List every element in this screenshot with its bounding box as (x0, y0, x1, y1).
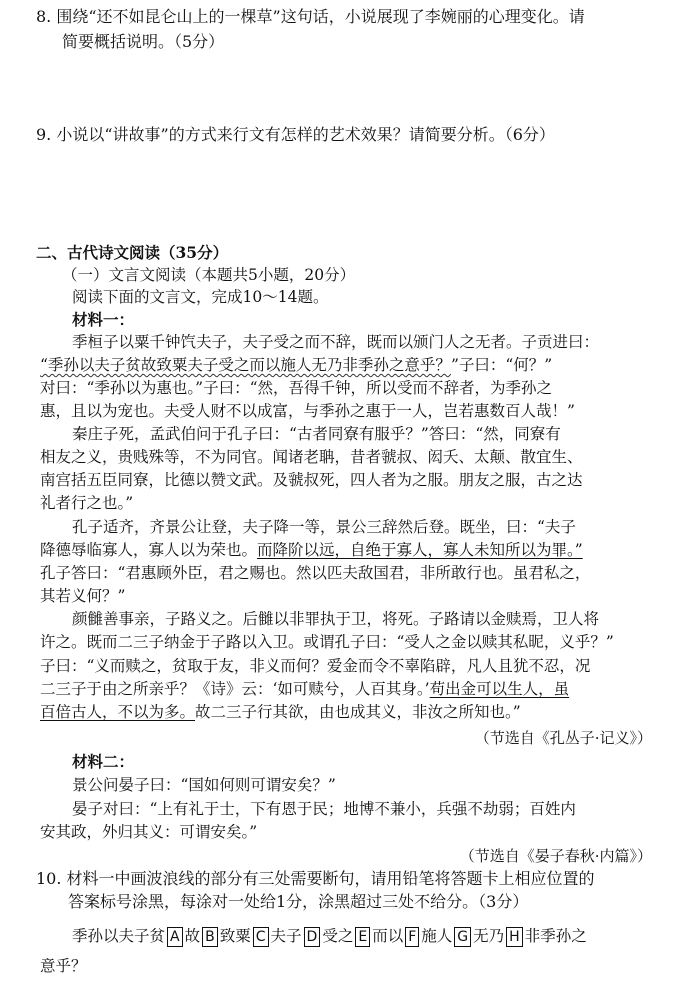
source-citation-2: （节选自《晏子春秋·内篇》） (459, 847, 652, 865)
option-box-f[interactable]: F (405, 927, 419, 947)
m2-line-2: 晏子对曰：“上有礼于士，下有恩于民；地博不兼小，兵强不劫弱；百姓内 (72, 800, 576, 818)
option-box-g[interactable]: G (454, 927, 471, 947)
wavy-underlined-passage: “季孙以夫子贫故致粟夫子受之而以施人无乃非季孙之意乎？ (40, 356, 451, 374)
segment-2: 致粟 (219, 927, 251, 945)
m2-line-3: 安其政，外归其义：可谓安矣。” (40, 823, 258, 841)
material-1-label: 材料一： (72, 310, 135, 329)
p1-line-2-rest: ”子曰：“何？” (450, 356, 553, 374)
option-box-a[interactable]: A (167, 927, 183, 947)
segment-8: 非季孙之 (524, 927, 587, 945)
p3-line-1: 孔子适齐，齐景公让登，夫子降一等，景公三辞然后登。既坐，曰：“夫子 (72, 518, 576, 536)
source-citation-1: （节选自《孔丛子·记义》） (474, 729, 652, 747)
segment-4: 受之 (322, 927, 354, 945)
p4-line-4-start: 二三子于由之所亲乎？《诗》云：‘如可赎兮，人百其身。’ (40, 680, 430, 698)
question-10-line-1: 10. 材料一中画波浪线的部分有三处需要断句，请用铅笔将答题卡上相应位置的 (36, 869, 595, 888)
p1-line-3: 对曰：“季孙以为惠也。”子曰：“然，吾得千钟，所以受而不辞者，为季孙之 (40, 379, 553, 397)
option-box-e[interactable]: E (355, 927, 370, 947)
p3-line-2-start: 降德辱临寡人，寡人以为荣也。 (40, 541, 258, 559)
m2-line-1: 景公问晏子曰：“国如何则可谓安矣？” (72, 776, 336, 794)
answer-row-tail: 意乎？ (40, 957, 87, 975)
p4-line-1: 颜雠善事亲，子路义之。后雠以非罪执于卫，将死。子路请以金赎焉，卫人将 (72, 610, 600, 628)
p2-line-3: 南宫括五臣同寮，比德以赞文武。及虢叔死，四人者为之服。朋友之服，古之达 (40, 471, 583, 489)
p1-line-2 (40, 354, 552, 376)
underlined-sentence-2b: 百倍古人，不以为多。 (40, 703, 196, 721)
option-box-h[interactable]: H (506, 927, 523, 947)
segment-7: 无乃 (473, 927, 505, 945)
p2-line-1: 秦庄子死，孟武伯问于孔子曰：“古者同寮有服乎？”答曰：“然，同寮有 (72, 425, 561, 443)
option-box-b[interactable]: B (202, 927, 218, 947)
material-2-label: 材料二： (72, 752, 135, 771)
p4-line-2: 许之。既而二三子纳金于子路以入卫。或谓孔子曰：“受人之金以赎其私昵，义乎？” (40, 633, 614, 651)
question-8-line-1: 8. 围绕“还不如昆仑山上的一棵草”这句话，小说展现了李婉丽的心理变化。请 (36, 7, 585, 26)
p4-line-5-rest: 故二三子行其欲，由也成其义，非汝之所知也。” (195, 703, 521, 721)
p1-line-4: 惠，且以为宠也。夫受人财不以成富，与季孙之惠于一人，岂若惠数百人哉！” (40, 402, 575, 420)
segment-3: 夫子 (270, 927, 302, 945)
answer-option-row (72, 925, 587, 947)
segment-6: 施人 (421, 927, 453, 945)
question-10-line-2: 答案标号涂黑，每涂对一处给1分，涂黑超过三处不给分。（3分） (68, 892, 529, 911)
option-box-c[interactable]: C (253, 927, 269, 947)
p4-line-5 (40, 701, 521, 723)
p4-line-3: 子曰：“义而赎之，贫取于友，非义而何？爱金而令不辜陷辟，凡人且犹不忍，况 (40, 657, 591, 675)
p2-line-4: 礼者行之也。” (40, 494, 134, 512)
question-8-line-2: 简要概括说明。（5分） (62, 32, 225, 51)
section-title: 二、古代诗文阅读（35分） (36, 243, 229, 262)
underlined-sentence-2a: 苟出金可以生人，虽 (429, 680, 570, 698)
p4-line-4 (40, 678, 569, 700)
instruction-text: 阅读下面的文言文，完成10～14题。 (72, 288, 329, 306)
segment-5: 而以 (372, 927, 404, 945)
p2-line-2: 相友之义，贵贱殊等，不为同官。闻诸老聃，昔者虢叔、闳夭、太颠、散宜生、 (40, 448, 583, 466)
segment-0: 季孙以夫子贫 (72, 927, 166, 945)
p3-line-4: 其若义何？” (40, 587, 126, 605)
question-9-line-1: 9. 小说以“讲故事”的方式来行文有怎样的艺术效果？请简要分析。（6分） (36, 125, 555, 144)
option-box-d[interactable]: D (304, 927, 321, 947)
p3-line-3: 孔子答曰：“君惠顾外臣，君之赐也。然以匹夫敌国君，非所敢行也。虽君私之， (40, 564, 591, 582)
p1-line-1: 季桓子以粟千钟饩夫子，夫子受之而不辞，既而以颁门人之无者。子贡进曰： (72, 333, 600, 351)
underlined-sentence-1: 而降阶以远，自绝于寡人，寡人未知所以为罪。” (257, 541, 583, 559)
p3-line-2 (40, 539, 583, 561)
segment-1: 故 (184, 927, 201, 945)
subsection-title: （一）文言文阅读（本题共5小题，20分） (62, 266, 356, 284)
